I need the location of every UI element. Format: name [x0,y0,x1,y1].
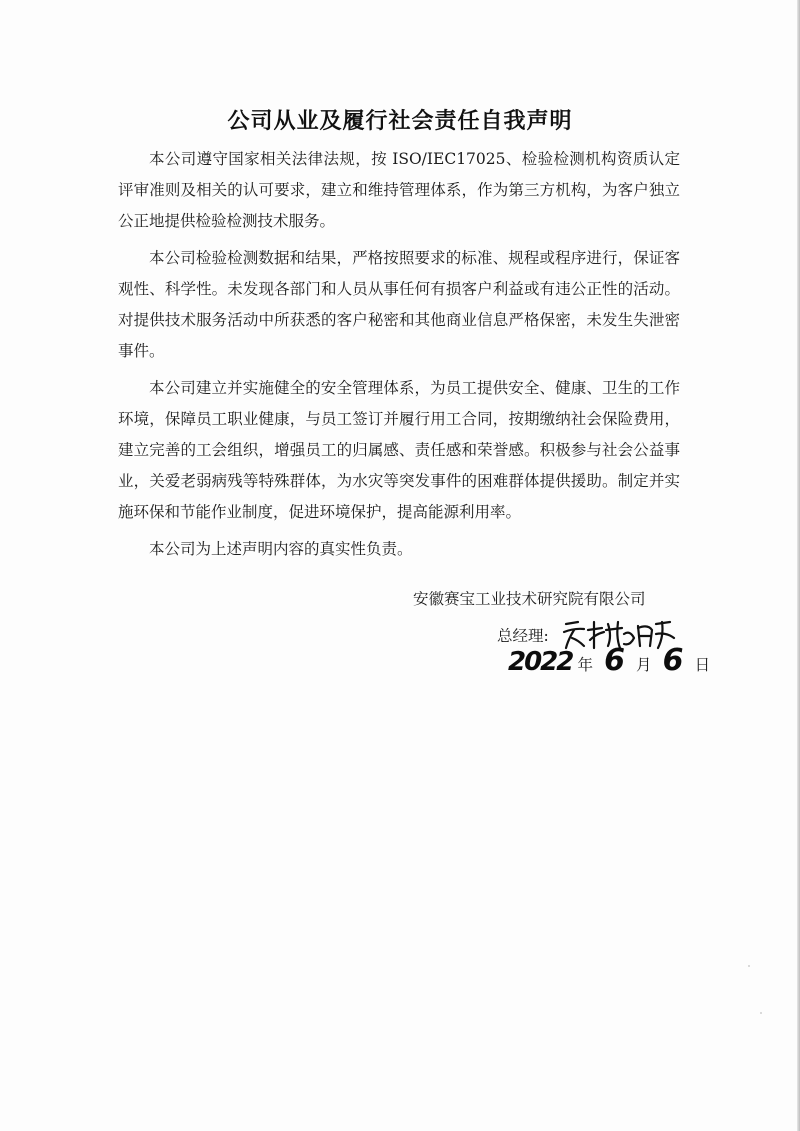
paragraph-authenticity: 本公司为上述声明内容的真实性负责。 [149,540,413,558]
date-month: 6 [604,643,625,678]
company-name: 安徽赛宝工业技术研究院有限公司 [413,590,646,608]
date-year: 2022 [508,647,573,677]
paragraph-impartiality: 本公司检验检测数据和结果，严格按照要求的标准、规程或程序进行，保证客观性、科学性。未发现各部门和人员从事任何有损客户利益或有违公正性的活动。对提供技术服务活动中所获悉的客户秘密和其他商业信息严格保密，未发生失泄密事件。 [118,249,680,360]
scan-speck [748,965,750,967]
general-manager-label: 总经理: [497,627,549,645]
paragraph-compliance: 本公司遵守国家相关法律法规，按 ISO/IEC17025、检验检测机构资质认定评审准则及相关的认可要求，建立和维持管理体系，作为第三方机构，为客户独立公正地提供检验检测技术服务。 [118,150,680,230]
date-month-unit: 月 [636,656,652,674]
date-year-unit: 年 [577,656,593,674]
date-day-unit: 日 [694,656,711,674]
date-day: 6 [662,643,684,678]
document-title: 公司从业及履行社会责任自我声明 [227,109,573,134]
scan-speck [760,1012,762,1014]
document-body [118,144,680,571]
paragraph-social-responsibility: 本公司建立并实施健全的安全管理体系，为员工提供安全、健康、卫生的工作环境，保障员工职业健康，与员工签订并履行用工合同，按期缴纳社会保险费用，建立完善的工会组织，增强员工的归属感、责任感和荣誉感。积极参与社会公益事业，关爱老弱病残等特殊群体，为水灾等突发事件的困难群体提供援助。制定并实施环保和节能作业制度，促进环境保护，提高能源利用率。 [118,379,680,521]
signing-date [508,643,710,683]
